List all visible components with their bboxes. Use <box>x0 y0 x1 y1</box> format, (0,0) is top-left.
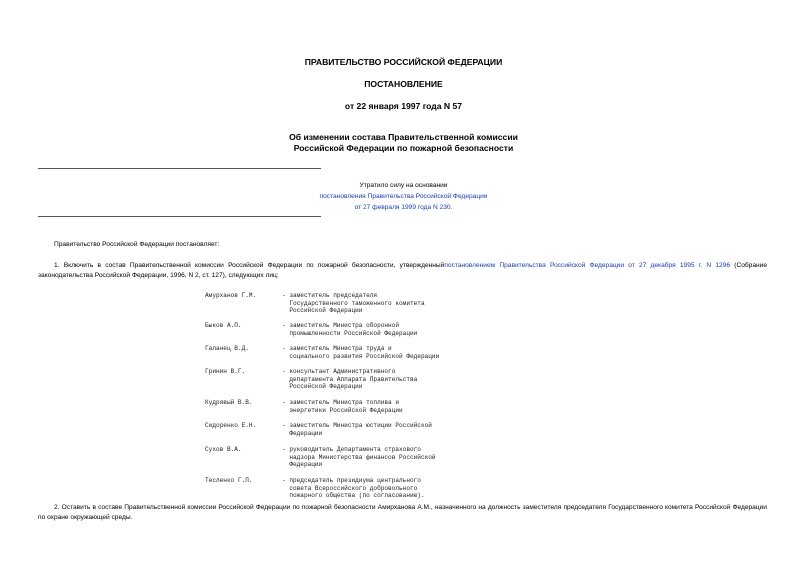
member-role: - председатель президиума центрального совета Всероссийского добровольного пожарного общества (по согласованию). <box>282 477 425 500</box>
lost-force-link-line-2[interactable]: постановления Правительства Российской Федерации <box>319 193 488 200</box>
member-name: Сухов В.А. <box>205 446 242 453</box>
member-name: Быков А.П. <box>205 322 242 329</box>
member-role: - консультант Административного департамента Аппарата Правительства Российской Федерации <box>282 368 418 391</box>
member-role: - заместитель Министра оборонной промышленности Российской Федерации <box>282 322 418 337</box>
bottom-divider <box>38 216 321 217</box>
member-name: Кудрявый В.В. <box>205 399 253 406</box>
lost-force-note <box>0 180 807 213</box>
lost-force-line-1: Утратило силу на основании <box>359 182 448 189</box>
lost-force-link-line-3[interactable]: от 27 февраля 1999 года N 230. <box>354 204 453 211</box>
member-role: - заместитель Министра юстиции Российской Федерации <box>282 422 432 437</box>
member-name: Гринин В.Г. <box>205 368 246 375</box>
paragraph-1-text-b: (Собрание законодательства Российской Федерации, 1996, N 2, ст. 127), следующих лиц: <box>38 262 767 279</box>
document-title-line-1: Об изменении состава Правительственной комиссии <box>289 132 518 142</box>
document-title-line-2: Российской Федерации по пожарной безопасности <box>293 143 514 153</box>
government-name: ПРАВИТЕЛЬСТВО РОССИЙСКОЙ ФЕДЕРАЦИИ <box>304 57 503 67</box>
paragraph-1-text-a: 1. Включить в состав Правительственной комиссии Российской Федерации по пожарной безопасности, утвержденный <box>54 262 445 269</box>
member-name: Тесленко Г.П. <box>205 477 253 484</box>
paragraph-1 <box>38 261 767 281</box>
member-role: - заместитель Министра труда и социального развития Российской Федерации <box>282 345 440 360</box>
paragraph-1-link[interactable]: постановлением Правительства Российской Федерации от 27 декабря 1995 г. N 1296 <box>444 262 731 269</box>
paragraph-2 <box>38 503 767 523</box>
paragraph-2-text: 2. Оставить в составе Правительственной комиссии Российской Федерации по пожарной безопасности Амирханова А.М., назначенного на должность заместителя председателя Государственного комитета Российской Федерации по охране окружающей среды. <box>38 504 767 521</box>
member-role: - заместитель Министра топлива и энергетики Российской Федерации <box>282 399 403 414</box>
member-role: - заместитель председателя Государственного таможенного комитета Российской Федерации <box>282 292 425 315</box>
document-type: ПОСТАНОВЛЕНИЕ <box>364 79 443 89</box>
intro-text: Правительство Российской Федерации постановляет: <box>54 241 220 248</box>
document-date-number: от 22 января 1997 года N 57 <box>344 101 463 111</box>
member-name: Сидоренко Е.Н. <box>205 422 257 429</box>
member-name: Галанец В.Д. <box>205 345 249 352</box>
intro-paragraph <box>38 240 767 250</box>
member-name: Амурханов Г.М. <box>205 292 257 299</box>
member-role: - руководитель Департамента страхового надзора Министерства финансов Российской Федерации <box>282 446 436 469</box>
top-divider <box>38 168 321 169</box>
